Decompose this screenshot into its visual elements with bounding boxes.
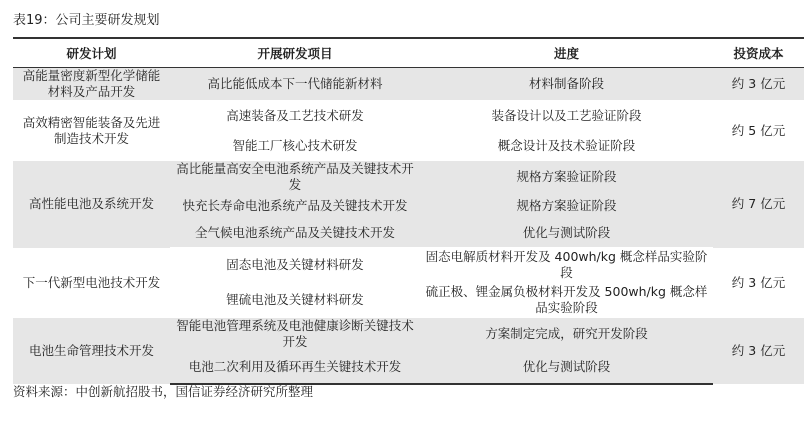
progress-cell: 规格方案验证阶段 xyxy=(420,193,713,220)
project-cell: 高比能量高安全电池系统产品及关键技术开发 xyxy=(170,161,420,193)
cost-cell: 约 5 亿元 xyxy=(731,122,786,138)
plan-cell: 高性能电池及系统开发 xyxy=(13,161,170,248)
header-plan: 研发计划 xyxy=(13,38,170,68)
project-cell: 全气候电池系统产品及关键技术开发 xyxy=(170,220,420,248)
project-cell: 智能工厂核心技术研发 xyxy=(232,137,358,153)
header-progress: 进度 xyxy=(420,38,713,68)
progress-cell: 硫正极、锂金属负极材料开发及 500wh/kg 概念样品实验阶段 xyxy=(425,284,708,315)
cost-cell: 约 7 亿元 xyxy=(713,161,804,248)
progress-cell: 规格方案验证阶段 xyxy=(420,161,713,193)
cost-cell: 约 3 亿元 xyxy=(731,274,786,290)
progress-cell: 固态电解质材料开发及 400wh/kg 概念样品实验阶段 xyxy=(425,249,708,281)
progress-cell: 优化与测试阶段 xyxy=(420,351,713,384)
project-cell: 智能电池管理系统及电池健康诊断关键技术开发 xyxy=(170,318,420,351)
project-cell: 电池二次利用及循环再生关键技术开发 xyxy=(170,351,420,384)
progress-cell: 概念设计及技术验证阶段 xyxy=(497,137,636,153)
progress-cell: 方案制定完成，研究开发阶段 xyxy=(420,318,713,351)
progress-cell: 装备设计以及工艺验证阶段 xyxy=(491,107,642,123)
project-cell: 快充长寿命电池系统产品及关键技术开发 xyxy=(170,193,420,220)
project-cell: 高比能低成本下一代储能新材料 xyxy=(170,68,420,101)
table-caption: 表19：公司主要研发规划 xyxy=(13,13,160,28)
plan-cell: 高能量密度新型化学储能材料及产品开发 xyxy=(13,68,170,101)
table-row xyxy=(13,248,804,283)
header-row xyxy=(13,38,804,68)
cost-cell: 约 3 亿元 xyxy=(713,68,804,101)
rd-plan-table xyxy=(13,37,804,385)
table-row xyxy=(13,68,804,101)
cost-cell: 约 3 亿元 xyxy=(713,318,804,384)
header-cost: 投资成本 xyxy=(713,38,804,68)
table-row xyxy=(13,161,804,193)
table-row xyxy=(13,101,804,131)
project-cell: 固态电池及关键材料研发 xyxy=(226,257,364,273)
plan-cell: 高效精密智能装备及先进制造技术开发 xyxy=(22,114,161,146)
progress-cell: 材料制备阶段 xyxy=(420,68,713,101)
plan-cell: 电池生命管理技术开发 xyxy=(13,318,170,384)
project-cell: 高速装备及工艺技术研发 xyxy=(226,107,364,123)
header-project: 开展研发项目 xyxy=(170,38,420,68)
table-row xyxy=(13,318,804,351)
plan-cell: 下一代新型电池技术开发 xyxy=(22,274,161,290)
progress-cell: 优化与测试阶段 xyxy=(420,220,713,248)
project-cell: 锂硫电池及关键材料研发 xyxy=(226,292,364,307)
source-note: 资料来源：中创新航招股书，国信证券经济研究所整理 xyxy=(13,384,314,399)
